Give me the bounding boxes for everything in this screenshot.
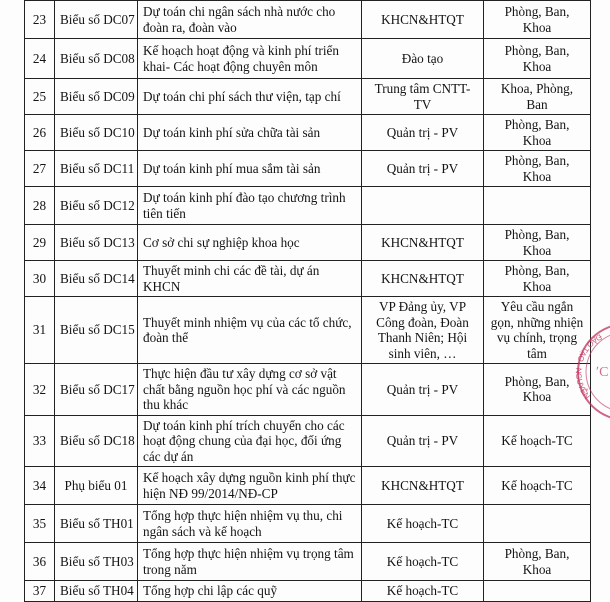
coordinating-unit: Phòng, Ban, Khoa xyxy=(484,115,591,151)
responsible-unit: Kế hoạch-TC xyxy=(362,581,484,602)
form-name: Dự toán kinh phí sửa chữa tài sản xyxy=(138,115,362,151)
forms-table xyxy=(24,0,591,602)
table-row xyxy=(25,543,591,581)
coordinating-unit: Phòng, Ban, Khoa xyxy=(484,225,591,261)
form-name: Dự toán chi phí sách thư viện, tạp chí xyxy=(138,79,362,115)
responsible-unit: Kế hoạch-TC xyxy=(362,543,484,581)
form-name: Dự toán kinh phí trích chuyển cho các hoạt động chung của đại học, đối ứng các dự án xyxy=(138,415,362,467)
form-code: Biểu số DC08 xyxy=(55,39,138,79)
form-name: Cơ sở chi sự nghiệp khoa học xyxy=(138,225,362,261)
coordinating-unit: Kế hoạch-TC xyxy=(484,415,591,467)
coordinating-unit: Phòng, Ban, Khoa xyxy=(484,364,591,416)
row-number: 36 xyxy=(25,543,55,581)
coordinating-unit xyxy=(484,581,591,602)
form-name: Kế hoạch hoạt động và kinh phí triển khai- Các hoạt động chuyên môn xyxy=(138,39,362,79)
coordinating-unit xyxy=(484,187,591,225)
form-name: Tổng hợp thực hiện nhiệm vụ trọng tâm trong năm xyxy=(138,543,362,581)
row-number: 32 xyxy=(25,364,55,416)
form-code: Biểu số DC18 xyxy=(55,415,138,467)
table-row xyxy=(25,79,591,115)
form-code: Biểu số DC09 xyxy=(55,79,138,115)
coordinating-unit: Kế hoạch-TC xyxy=(484,467,591,505)
coordinating-unit: Khoa, Phòng, Ban xyxy=(484,79,591,115)
responsible-unit: Quản trị - PV xyxy=(362,415,484,467)
table-row xyxy=(25,39,591,79)
row-number: 25 xyxy=(25,79,55,115)
table-row xyxy=(25,115,591,151)
form-code: Biểu số TH01 xyxy=(55,505,138,543)
form-name: Tổng hợp thực hiện nhiệm vụ thu, chi ngân sách và kế hoạch xyxy=(138,505,362,543)
coordinating-unit: Phòng, Ban, Khoa xyxy=(484,261,591,297)
coordinating-unit: Yêu cầu ngắn gọn, những nhiện vụ chính, trọng tâm xyxy=(484,297,591,364)
form-name: Dự toán chi ngân sách nhà nước cho đoàn ra, đoàn vào xyxy=(138,1,362,39)
form-name: Dự toán kinh phí đào tạo chương trình tiên tiến xyxy=(138,187,362,225)
form-code: Biểu số DC07 xyxy=(55,1,138,39)
responsible-unit: KHCN&HTQT xyxy=(362,225,484,261)
responsible-unit: KHCN&HTQT xyxy=(362,1,484,39)
row-number: 26 xyxy=(25,115,55,151)
form-name: Thuyết minh nhiệm vụ của các tổ chức, đoàn thể xyxy=(138,297,362,364)
table-row xyxy=(25,505,591,543)
row-number: 31 xyxy=(25,297,55,364)
coordinating-unit: Phòng, Ban, Khoa xyxy=(484,39,591,79)
table-row xyxy=(25,415,591,467)
row-number: 27 xyxy=(25,151,55,187)
responsible-unit: Đào tạo xyxy=(362,39,484,79)
form-code: Biểu số TH04 xyxy=(55,581,138,602)
row-number: 23 xyxy=(25,1,55,39)
table-row xyxy=(25,297,591,364)
form-name: Thực hiện đầu tư xây dựng cơ sở vật chất bằng nguồn học phí và các nguồn thu khác xyxy=(138,364,362,416)
forms-table-body xyxy=(25,1,591,602)
responsible-unit: VP Đảng ủy, VP Công đoàn, Đoàn Thanh Niên; Hội sinh viên, … xyxy=(362,297,484,364)
row-number: 37 xyxy=(25,581,55,602)
stamp-text: ĐÀO TẠO · NGUYỄN xyxy=(573,332,604,401)
responsible-unit: Trung tâm CNTT-TV xyxy=(362,79,484,115)
row-number: 29 xyxy=(25,225,55,261)
form-code: Biểu số TH03 xyxy=(55,543,138,581)
form-name: Tổng hợp chi lập các quỹ xyxy=(138,581,362,602)
form-code: Biểu số DC11 xyxy=(55,151,138,187)
table-row xyxy=(25,1,591,39)
row-number: 35 xyxy=(25,505,55,543)
table-row xyxy=(25,261,591,297)
form-name: Dự toán kinh phí mua sắm tài sản xyxy=(138,151,362,187)
form-code: Biểu số DC13 xyxy=(55,225,138,261)
form-name: Kế hoạch xây dựng nguồn kinh phí thực hiện NĐ 99/2014/NĐ-CP xyxy=(138,467,362,505)
responsible-unit: Kế hoạch-TC xyxy=(362,505,484,543)
row-number: 30 xyxy=(25,261,55,297)
row-number: 24 xyxy=(25,39,55,79)
responsible-unit: Quản trị - PV xyxy=(362,151,484,187)
responsible-unit xyxy=(362,187,484,225)
coordinating-unit xyxy=(484,505,591,543)
form-name: Thuyết minh chi các đề tài, dự án KHCN xyxy=(138,261,362,297)
table-row xyxy=(25,364,591,416)
coordinating-unit: Phòng, Ban, Khoa xyxy=(484,151,591,187)
table-row xyxy=(25,581,591,602)
responsible-unit: Quản trị - PV xyxy=(362,115,484,151)
form-code: Biểu số DC14 xyxy=(55,261,138,297)
table-row xyxy=(25,151,591,187)
coordinating-unit: Phòng, Ban, Khoa xyxy=(484,1,591,39)
row-number: 33 xyxy=(25,415,55,467)
responsible-unit: Quản trị - PV xyxy=(362,364,484,416)
responsible-unit: KHCN&HTQT xyxy=(362,261,484,297)
table-row xyxy=(25,225,591,261)
row-number: 28 xyxy=(25,187,55,225)
form-code: Biểu số DC10 xyxy=(55,115,138,151)
form-code: Biểu số DC17 xyxy=(55,364,138,416)
form-code: Biểu số DC12 xyxy=(55,187,138,225)
form-code: Biểu số DC15 xyxy=(55,297,138,364)
table-row xyxy=(25,187,591,225)
svg-text:ʹC: ʹC xyxy=(596,365,609,380)
row-number: 34 xyxy=(25,467,55,505)
table-row xyxy=(25,467,591,505)
responsible-unit: KHCN&HTQT xyxy=(362,467,484,505)
coordinating-unit: Phòng, Ban, Khoa xyxy=(484,543,591,581)
form-code: Phụ biểu 01 xyxy=(55,467,138,505)
